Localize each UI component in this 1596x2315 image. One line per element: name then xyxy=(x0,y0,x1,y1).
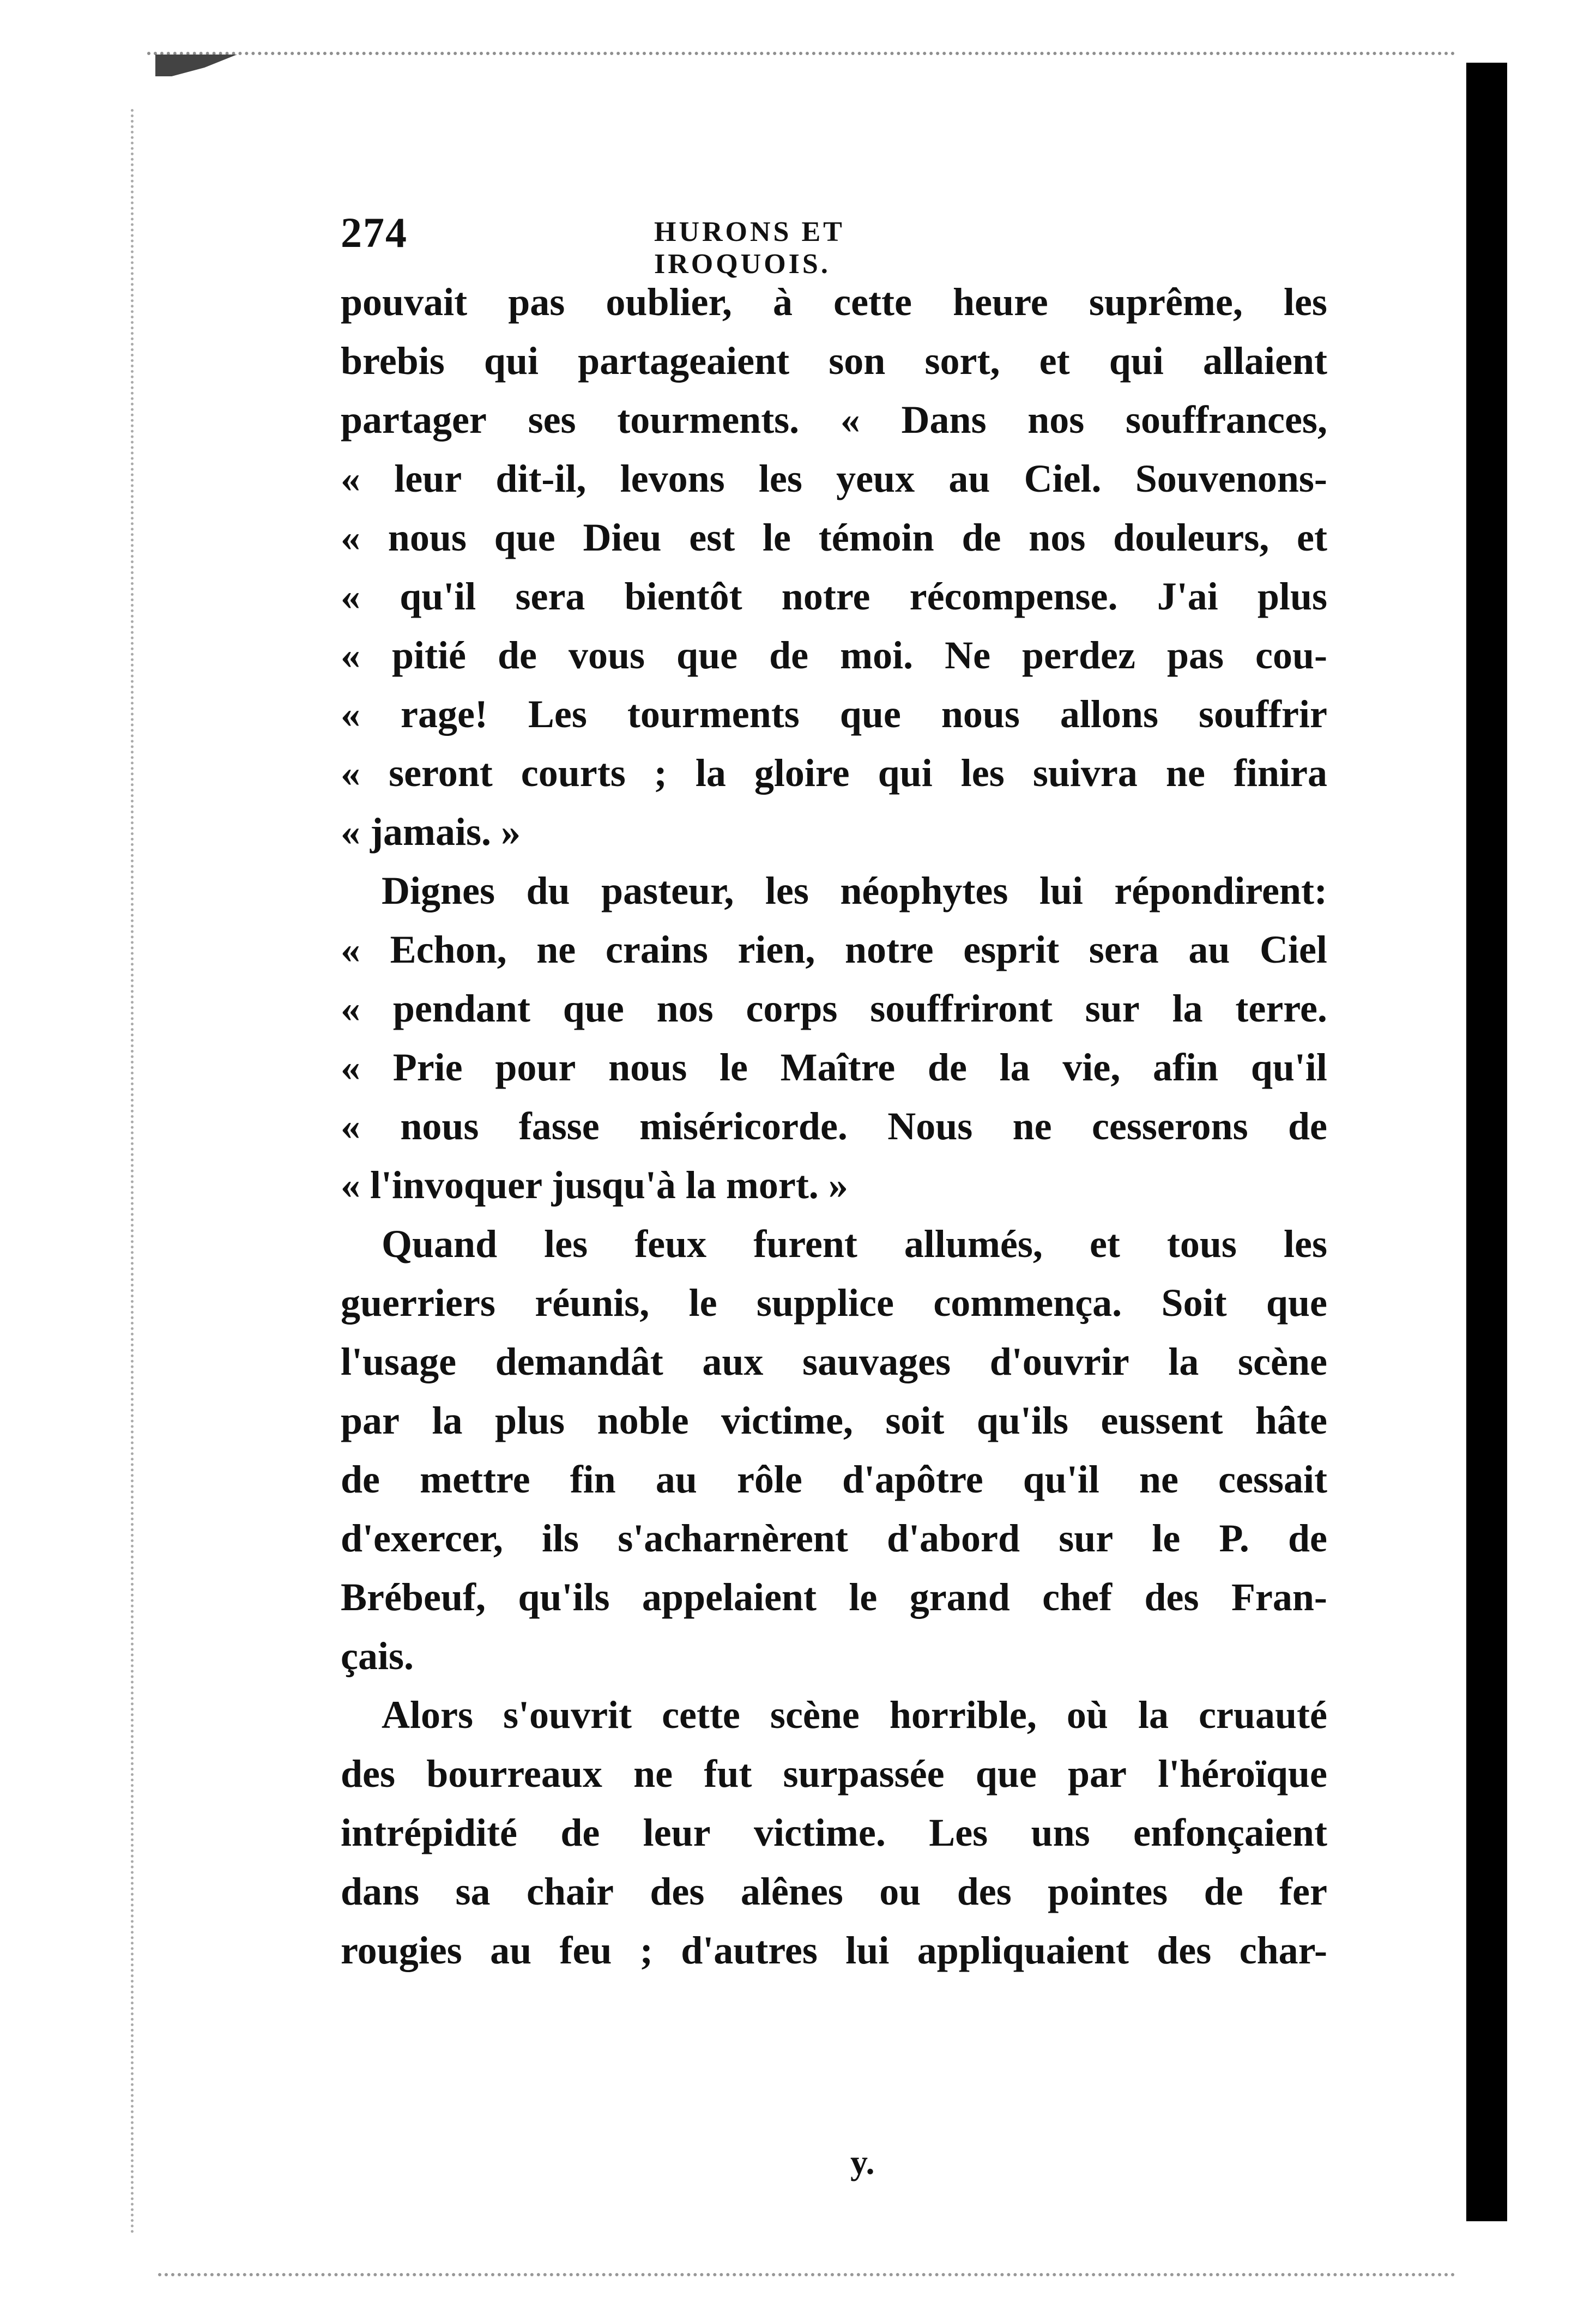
word: victime, xyxy=(721,1399,853,1442)
word: cesserons xyxy=(1091,1104,1248,1148)
text-line xyxy=(341,1273,1327,1332)
word: nos xyxy=(1029,516,1086,559)
word: tous xyxy=(1166,1222,1237,1266)
word: l'usage xyxy=(341,1340,457,1383)
word: J'ai xyxy=(1157,575,1218,618)
word: qu'ils xyxy=(976,1399,1068,1442)
word: cessait xyxy=(1218,1458,1327,1501)
word: « xyxy=(341,928,360,971)
word: moi. xyxy=(840,633,914,677)
word: scène xyxy=(1238,1340,1327,1383)
word: appliquaient xyxy=(917,1929,1129,1972)
word: seront xyxy=(389,751,493,795)
word: « xyxy=(341,575,360,618)
word: plus xyxy=(1257,575,1327,618)
word: que xyxy=(839,692,901,736)
word: allons xyxy=(1060,692,1158,736)
text-line: « jamais. » xyxy=(341,810,521,854)
word: Soit xyxy=(1161,1281,1227,1325)
word: Brébeuf, xyxy=(341,1575,486,1619)
word: feux xyxy=(634,1222,707,1266)
word: yeux xyxy=(836,457,915,500)
word: Ne xyxy=(945,633,991,677)
text-line: çais. xyxy=(341,1634,414,1678)
word: répondirent: xyxy=(1114,869,1327,912)
word: mettre xyxy=(420,1458,530,1501)
word: le xyxy=(763,516,791,559)
word: grand xyxy=(909,1575,1010,1619)
word: « xyxy=(341,751,360,795)
page-header xyxy=(341,208,1027,280)
word: la xyxy=(1172,987,1203,1030)
text-line xyxy=(341,1568,1327,1627)
word: nous xyxy=(608,1045,687,1089)
word: la xyxy=(1168,1340,1199,1383)
word: tourments xyxy=(627,692,800,736)
word: l'héroïque xyxy=(1158,1752,1327,1796)
text-line xyxy=(341,626,1327,685)
word: victime. xyxy=(753,1811,886,1854)
word: cette xyxy=(833,280,912,324)
word: le xyxy=(1152,1516,1181,1560)
word: son xyxy=(829,339,886,383)
text-line xyxy=(341,685,1327,744)
word: sera xyxy=(515,575,585,618)
word: Dignes xyxy=(382,869,495,912)
word: leur xyxy=(394,457,462,500)
word: notre xyxy=(845,928,934,971)
word: au xyxy=(1188,928,1230,971)
word: néophytes xyxy=(840,869,1008,912)
word: enfonçaient xyxy=(1133,1811,1327,1854)
text-line xyxy=(341,1862,1327,1921)
word: de xyxy=(769,633,809,677)
word: Alors xyxy=(382,1693,473,1737)
word: la xyxy=(999,1045,1030,1089)
word: souffrances, xyxy=(1126,398,1327,442)
word: d'exercer, xyxy=(341,1516,503,1560)
word: esprit xyxy=(963,928,1060,971)
word: lui xyxy=(845,1929,890,1972)
word: qu'il xyxy=(1250,1045,1327,1089)
word: demandât xyxy=(495,1340,663,1383)
word: des xyxy=(341,1752,396,1796)
word: chair xyxy=(526,1870,614,1913)
text-line xyxy=(341,331,1327,390)
word: douleurs, xyxy=(1113,516,1269,559)
word: la xyxy=(1138,1693,1169,1737)
word: Prie xyxy=(392,1045,463,1089)
word: cou- xyxy=(1255,633,1327,677)
text-line xyxy=(341,449,1327,508)
word: terre. xyxy=(1235,987,1327,1030)
word: de xyxy=(560,1811,600,1854)
word: Les xyxy=(528,692,587,736)
word: allumés, xyxy=(904,1222,1043,1266)
word: crains xyxy=(605,928,708,971)
word: alênes xyxy=(740,1870,843,1913)
word: nous xyxy=(400,1104,479,1148)
word: corps xyxy=(746,987,838,1030)
word: uns xyxy=(1031,1811,1090,1854)
word: « xyxy=(341,516,360,559)
word: pour xyxy=(495,1045,576,1089)
text-line xyxy=(341,1450,1327,1509)
word: par xyxy=(341,1399,400,1442)
word: sa xyxy=(455,1870,491,1913)
word: vous xyxy=(568,633,645,677)
word: ou xyxy=(879,1870,921,1913)
word: feu xyxy=(559,1929,612,1972)
word: noble xyxy=(597,1399,689,1442)
word: Fran- xyxy=(1231,1575,1327,1619)
word: Quand xyxy=(382,1222,498,1266)
word: Dieu xyxy=(583,516,662,559)
word: Dans xyxy=(901,398,987,442)
word: de xyxy=(927,1045,967,1089)
word: d'abord xyxy=(886,1516,1020,1560)
word: qui xyxy=(1109,339,1164,383)
word: « xyxy=(341,987,360,1030)
word: pouvait xyxy=(341,280,468,324)
word: ne xyxy=(1012,1104,1052,1148)
word: « xyxy=(840,398,860,442)
word: partager xyxy=(341,398,487,442)
word: pendant xyxy=(392,987,530,1030)
word: le xyxy=(849,1575,878,1619)
word: fasse xyxy=(518,1104,600,1148)
word: au xyxy=(948,457,990,500)
word: que xyxy=(1266,1281,1327,1325)
word: souffrir xyxy=(1198,692,1327,736)
word: eussent xyxy=(1101,1399,1223,1442)
word: ; xyxy=(654,751,667,795)
word: nous xyxy=(941,692,1020,736)
word: miséricorde. xyxy=(639,1104,848,1148)
text-line xyxy=(341,1685,1327,1744)
word: Echon, xyxy=(390,928,507,971)
word: scène xyxy=(770,1693,860,1737)
word: Ciel xyxy=(1259,928,1327,971)
word: commença. xyxy=(933,1281,1122,1325)
word: nos xyxy=(1027,398,1085,442)
word: qui xyxy=(483,339,539,383)
word: le xyxy=(719,1045,748,1089)
text-line xyxy=(341,979,1327,1038)
word: leur xyxy=(643,1811,711,1854)
page-bottom-edge xyxy=(158,2257,1455,2276)
word: Nous xyxy=(887,1104,973,1148)
text-line xyxy=(341,1744,1327,1803)
word: la xyxy=(432,1399,463,1442)
page-top-edge xyxy=(147,52,1455,71)
word: qu'il xyxy=(400,575,476,618)
word: guerriers xyxy=(341,1281,495,1325)
word: de xyxy=(497,633,537,677)
word: Maître xyxy=(780,1045,896,1089)
word: des xyxy=(650,1870,705,1913)
word: ne xyxy=(536,928,576,971)
text-line xyxy=(341,273,1327,331)
page-number: 274 xyxy=(341,209,408,256)
word: « xyxy=(341,457,360,500)
word: heure xyxy=(953,280,1048,324)
word: plus xyxy=(494,1399,565,1442)
word: Les xyxy=(929,1811,988,1854)
word: les xyxy=(1283,1222,1327,1266)
word: par xyxy=(1068,1752,1127,1796)
word: soit xyxy=(885,1399,945,1442)
word: de xyxy=(1204,1870,1243,1913)
word: « xyxy=(341,1104,360,1148)
text-line xyxy=(341,1332,1327,1391)
word: s'ouvrit xyxy=(503,1693,632,1737)
word: partageaient xyxy=(578,339,790,383)
text-line xyxy=(341,920,1327,979)
book-spine-shadow xyxy=(1466,63,1507,2221)
word: hâte xyxy=(1255,1399,1327,1442)
text-line: « l'invoquer jusqu'à la mort. » xyxy=(341,1163,848,1207)
word: les xyxy=(758,457,802,500)
word: furent xyxy=(753,1222,857,1266)
word: « xyxy=(341,1045,360,1089)
word: que xyxy=(563,987,624,1030)
word: vie, xyxy=(1062,1045,1121,1089)
word: perdez xyxy=(1022,633,1135,677)
word: nos xyxy=(656,987,714,1030)
word: chef xyxy=(1042,1575,1113,1619)
word: allaient xyxy=(1203,339,1327,383)
word: pitié xyxy=(392,633,466,677)
word: afin xyxy=(1153,1045,1219,1089)
word: la xyxy=(695,751,726,795)
word: dans xyxy=(341,1870,420,1913)
word: brebis xyxy=(341,339,445,383)
signature-mark: y. xyxy=(850,2143,875,2181)
word: d'autres xyxy=(681,1929,818,1972)
word: courts xyxy=(521,751,626,795)
word: qui xyxy=(878,751,933,795)
word: bourreaux xyxy=(426,1752,602,1796)
word: du xyxy=(526,869,570,912)
running-title: HURONS ET IROQUOIS. xyxy=(654,216,844,280)
word: que xyxy=(494,516,555,559)
word: d'apôtre xyxy=(842,1458,983,1501)
text-line xyxy=(341,1038,1327,1097)
page-left-edge xyxy=(131,109,144,2235)
word: Ciel. xyxy=(1024,457,1102,500)
word: pasteur, xyxy=(601,869,734,912)
word: au xyxy=(655,1458,697,1501)
word: levons xyxy=(620,457,725,500)
word: rôle xyxy=(736,1458,802,1501)
word: est xyxy=(689,516,735,559)
word: fer xyxy=(1279,1870,1327,1913)
word: à xyxy=(772,280,793,324)
word: horrible, xyxy=(889,1693,1037,1737)
word: ; xyxy=(639,1929,653,1972)
word: ne xyxy=(1165,751,1205,795)
word: et xyxy=(1039,339,1070,383)
word: et xyxy=(1089,1222,1120,1266)
word: oublier, xyxy=(606,280,732,324)
word: surpassée xyxy=(783,1752,945,1796)
text-line xyxy=(341,508,1327,567)
word: ne xyxy=(633,1752,673,1796)
word: cette xyxy=(662,1693,740,1737)
word: rien, xyxy=(737,928,815,971)
word: appelaient xyxy=(642,1575,817,1619)
word: des xyxy=(957,1870,1012,1913)
word: lui xyxy=(1039,869,1083,912)
text-line xyxy=(341,744,1327,802)
word: les xyxy=(960,751,1005,795)
word: témoin xyxy=(818,516,934,559)
word: où xyxy=(1066,1693,1108,1737)
word: aux xyxy=(702,1340,764,1383)
word: dit-il, xyxy=(495,457,587,500)
word: « xyxy=(341,692,360,736)
word: de xyxy=(1288,1516,1327,1560)
word: nous xyxy=(388,516,467,559)
word: de xyxy=(962,516,1001,559)
word: que xyxy=(676,633,738,677)
word: sauvages xyxy=(802,1340,951,1383)
word: supplice xyxy=(756,1281,894,1325)
word: finira xyxy=(1233,751,1327,795)
word: les xyxy=(765,869,809,912)
word: que xyxy=(975,1752,1037,1796)
word: ne xyxy=(1139,1458,1178,1501)
word: tourments. xyxy=(617,398,800,442)
text-line xyxy=(341,1214,1327,1273)
text-line xyxy=(341,1803,1327,1862)
word: pas xyxy=(1166,633,1224,677)
word: récompense. xyxy=(909,575,1118,618)
text-line xyxy=(341,1509,1327,1568)
word: réunis, xyxy=(535,1281,650,1325)
word: sur xyxy=(1085,987,1140,1030)
word: qu'il xyxy=(1023,1458,1099,1501)
word: et xyxy=(1297,516,1327,559)
text-line xyxy=(341,390,1327,449)
word: Souvenons- xyxy=(1135,457,1327,500)
word: des xyxy=(1144,1575,1199,1619)
word: ses xyxy=(528,398,576,442)
text-line xyxy=(341,1097,1327,1156)
word: fin xyxy=(570,1458,616,1501)
word: intrépidité xyxy=(341,1811,517,1854)
word: fut xyxy=(704,1752,752,1796)
word: rougies xyxy=(341,1929,462,1972)
word: sera xyxy=(1089,928,1159,971)
word: P. xyxy=(1219,1516,1249,1560)
word: pointes xyxy=(1048,1870,1168,1913)
word: souffriront xyxy=(870,987,1053,1030)
text-line xyxy=(341,1391,1327,1450)
word: sur xyxy=(1059,1516,1114,1560)
word: ils xyxy=(542,1516,579,1560)
word: char- xyxy=(1239,1929,1327,1972)
word: pas xyxy=(508,280,565,324)
word: gloire xyxy=(754,751,850,795)
word: de xyxy=(1287,1104,1327,1148)
word: rage! xyxy=(400,692,488,736)
word: « xyxy=(341,633,360,677)
word: de xyxy=(341,1458,380,1501)
word: des xyxy=(1157,1929,1212,1972)
text-line xyxy=(341,1921,1327,1980)
word: le xyxy=(688,1281,717,1325)
word: au xyxy=(490,1929,532,1972)
word: d'ouvrir xyxy=(989,1340,1129,1383)
word: sort, xyxy=(924,339,1000,383)
word: cruauté xyxy=(1199,1693,1327,1737)
body-text xyxy=(341,273,1327,1980)
word: les xyxy=(544,1222,588,1266)
word: qu'ils xyxy=(518,1575,610,1619)
text-line xyxy=(341,567,1327,626)
word: notre xyxy=(781,575,870,618)
word: bientôt xyxy=(624,575,742,618)
word: s'acharnèrent xyxy=(618,1516,848,1560)
text-line xyxy=(341,861,1327,920)
word: suprême, xyxy=(1089,280,1243,324)
word: les xyxy=(1283,280,1327,324)
word: suivra xyxy=(1032,751,1138,795)
